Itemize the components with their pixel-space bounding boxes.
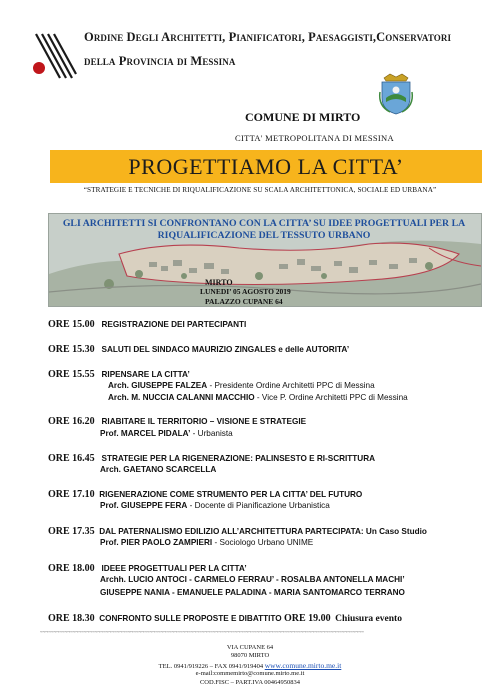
program-time: ORE 16.20 <box>48 416 95 427</box>
map-headline: GLI ARCHITETTI SI CONFRONTANO CON LA CITTA’ SU IDEE PROGETTUALI PER LA RIQUALIFICAZIONE DEL TESSUTO URBANO <box>62 218 466 241</box>
speaker-line <box>100 501 330 510</box>
program-item <box>48 489 362 500</box>
footer-contacts <box>0 661 500 670</box>
program-time: ORE 15.30 <box>48 344 95 355</box>
closing-time-end: ORE 19.00 <box>283 613 331 624</box>
program-title: SALUTI DEL SINDACO MAURIZIO ZINGALES e delle AUTORITA’ <box>101 345 350 354</box>
speaker-name: Arch. GIUSEPPE FALZEA <box>108 381 208 390</box>
program-title: REGISTRAZIONE DEI PARTECIPANTI <box>101 320 247 329</box>
closing-item <box>48 613 402 624</box>
order-name-line2: della Provincia di Messina <box>84 54 236 68</box>
program-time: ORE 15.00 <box>48 319 95 330</box>
speaker-name: Prof. GIUSEPPE FERA <box>100 501 188 510</box>
citta-metropolitana: CITTA' METROPOLITANA DI MESSINA <box>235 133 394 143</box>
comune-title: COMUNE DI MIRTO <box>245 110 361 124</box>
program-title: STRATEGIE PER LA RIGENERAZIONE: PALINSESTO E RI-SCRITTURA <box>101 454 376 463</box>
footer-email[interactable]: e-mail:commemirto@comune.mirto.me.it <box>195 670 305 677</box>
speaker-line <box>100 465 216 474</box>
speaker-line <box>100 575 405 584</box>
program-item <box>48 344 349 355</box>
footer-divider: ≈≈≈≈≈≈≈≈≈≈≈≈≈≈≈≈≈≈≈≈≈≈≈≈≈≈≈≈≈≈≈≈≈≈≈≈≈≈≈≈≈≈≈≈≈≈≈≈≈≈≈≈≈≈≈≈≈≈≈≈≈≈≈≈≈≈≈≈≈≈≈≈≈≈≈≈≈≈≈≈≈≈≈≈≈≈≈≈≈≈≈≈≈≈≈≈≈≈≈≈≈≈≈≈≈≈≈≈≈≈≈≈≈≈≈≈≈≈ <box>40 631 364 635</box>
speaker-name: Arch. GAETANO SCARCELLA <box>100 465 217 474</box>
speaker-line <box>100 538 313 547</box>
footer-website-link[interactable]: www.comune.mirto.me.it <box>264 661 342 670</box>
closing-time: ORE 18.30 <box>48 613 95 624</box>
footer-tel: TEL. 0941/919226 – FAX 0941/919404 <box>158 663 264 670</box>
program-time: ORE 17.10 <box>48 489 95 500</box>
program-time: ORE 16.45 <box>48 453 95 464</box>
program-time: ORE 15.55 <box>48 369 95 380</box>
speaker-role: - Vice P. Ordine Architetti PPC di Messina <box>254 393 408 402</box>
program-time: ORE 17.35 <box>48 526 95 537</box>
program-time: ORE 18.00 <box>48 563 95 574</box>
program-item <box>48 416 306 427</box>
event-banner <box>50 150 482 183</box>
program-item <box>48 319 246 330</box>
footer-address: VIA CUPANE 64 <box>226 644 274 651</box>
speaker-role: - Urbanista <box>190 429 233 438</box>
program-item <box>48 369 190 380</box>
speaker-name: Archh. LUCIO ANTOCI - CARMELO FERRAU’ - ROSALBA ANTONELLA MACHI’ <box>100 575 405 584</box>
program-title: DAL PATERNALISMO EDILIZIO ALL’ARCHITETTURA PARTECIPATA: Un Caso Studio <box>99 527 427 536</box>
program-item <box>48 563 247 574</box>
program-item <box>48 526 427 537</box>
speaker-line <box>100 588 405 597</box>
closing-title: CONFRONTO SULLE PROPOSTE E DIBATTITO <box>99 614 282 623</box>
speaker-line <box>108 381 375 390</box>
event-venue: PALAZZO CUPANE 64 <box>205 297 283 306</box>
speaker-name: Arch. M. NUCCIA CALANNI MACCHIO <box>108 393 255 402</box>
speaker-line <box>100 429 233 438</box>
footer-city: 98070 MIRTO <box>230 652 270 659</box>
architects-order-logo <box>30 30 78 82</box>
program-title: RIABITARE IL TERRITORIO – VISIONE E STRATEGIE <box>101 417 307 426</box>
speaker-name: GIUSEPPE NANIA - EMANUELE PALADINA - MARIA SANTOMARCO TERRANO <box>100 588 405 597</box>
program-title: RIGENERAZIONE COME STRUMENTO PER LA CITTA’ DEL FUTURO <box>99 490 363 499</box>
event-title: PROGETTIAMO LA CITTA’ <box>128 153 404 179</box>
speaker-line <box>108 393 408 402</box>
speaker-role: - Docente di Pianificazione Urbanistica <box>187 501 330 510</box>
program-title: RIPENSARE LA CITTA’ <box>101 370 190 379</box>
speaker-role: - Sociologo Urbano UNIME <box>212 538 314 547</box>
event-place: MIRTO <box>205 278 233 287</box>
program-item <box>48 453 375 464</box>
speaker-role: - Presidente Ordine Architetti PPC di Messina <box>207 381 375 390</box>
program-title: IDEEE PROGETTUALI PER LA CITTA’ <box>101 564 247 573</box>
event-subtitle: “STRATEGIE E TECNICHE DI RIQUALIFICAZIONE SU SCALA ARCHITETTONICA, SOCIALE ED URBANA” <box>83 186 437 194</box>
event-date: LUNEDI’ 05 AGOSTO 2019 <box>200 287 291 296</box>
speaker-name: Prof. PIER PAOLO ZAMPIERI <box>100 538 213 547</box>
closing-label: Chiusura evento <box>335 614 402 624</box>
comune-crest-icon <box>376 72 416 116</box>
footer-fiscal: COD.FISC – PART.IVA 00464950834 <box>199 679 301 686</box>
speaker-name: Prof. MARCEL PIDALA’ <box>100 429 191 438</box>
order-name-line1: Ordine Degli Architetti, Pianificatori, Paesaggisti,Conservatori <box>84 30 452 44</box>
